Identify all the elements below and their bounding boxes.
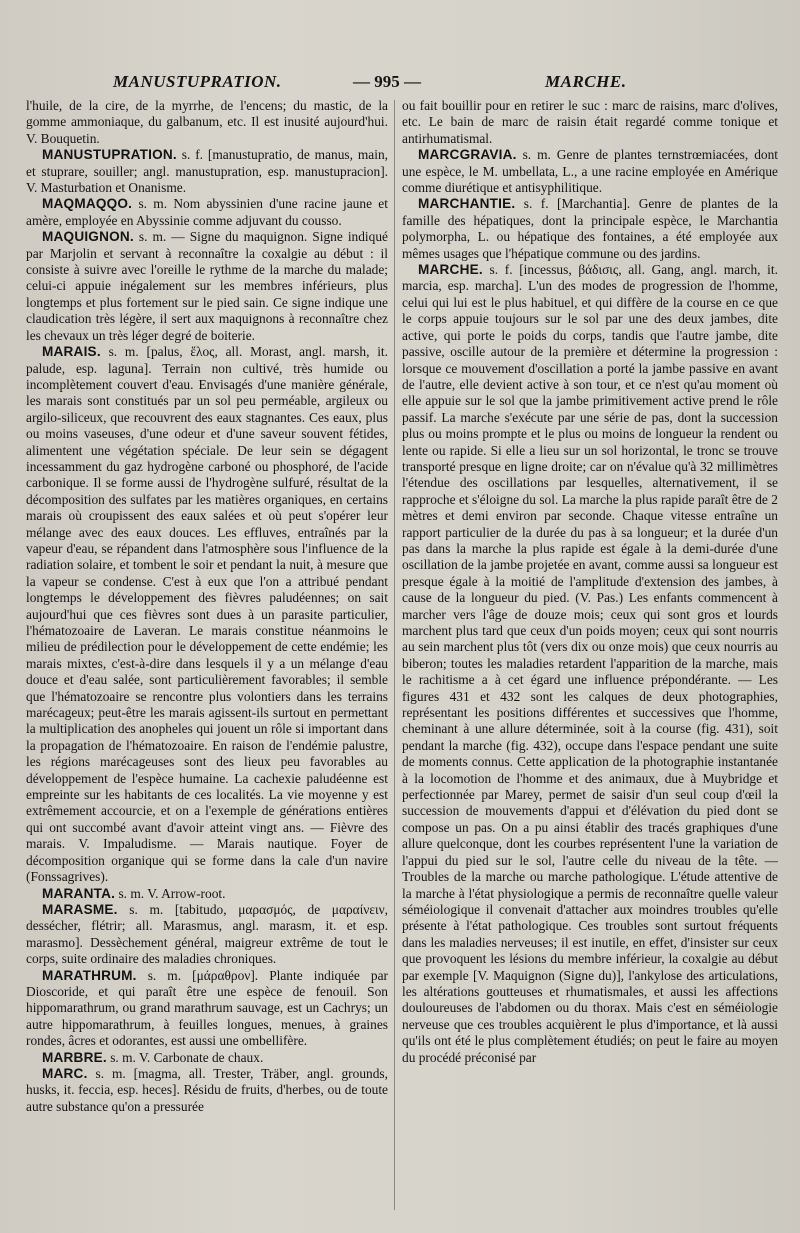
entry (402, 262, 778, 1066)
entry-text: l'huile, de la cire, de la myrrhe, de l'encens; du mastic, de la gomme ammoniaque, du galbanum, etc. Il est inusité aujourd'hui. V. Bouquetin. (26, 98, 388, 146)
entry-text: s. m. V. Arrow-root. (118, 885, 226, 901)
running-head-right: MARCHE. (545, 72, 627, 91)
entry (26, 1066, 388, 1115)
entry-text: s. f. [manustupratio, de manus, main, et stuprare, souiller; angl. manustupration, esp. manustupracion]. V. Masturbation et Onanisme. (26, 147, 388, 196)
entry-text: s. m. [magma, all. Trester, Träber, angl. grounds, husks, it. feccia, esp. heces]. Résidu de fruits, d'herbes, ou de toute autre substance qu'on a pressurée (26, 1065, 388, 1114)
entry-text: s. m. [palus, ἕλος, all. Morast, angl. marsh, it. palude, esp. laguna]. Terrain non cultivé, très humide ou incomplètement couvert d'eau. Envisagés d'une manière générale, les marais sont constitués par un sol peu perméable, argileux ou argilo-siliceux, que recouvrent des eaux stagnantes. Ces eaux, plus ou moins vaseuses, d'une odeur et d'une saveur souvent fétides, alimentent une végétation spéciale. De leur sein se dégagent incessamment du gaz hydrogène carboné ou phosphoré, de l'acide carbonique. Il se forme aussi de l'hydrogène sulfuré, résultat de la décomposition des sulfates par les matières organiques, en certains marais où croupissent des eaux salées et où peut s'opérer leur mélange avec des eaux douces. Les effluves, entraînés par la vapeur d'eau, se répandent dans l'atmosphère sous l'influence de la radiation solaire, et tombent le soir et pendant la nuit, à mesure que la vapeur se condense. C'est à eux que l'on a attribué pendant longtemps le développement des fièvres paludéennes; on sait aujourd'hui que ces fièvres sont dues à un parasite particulier, l'hématozoaire de Laveran. Le marais constitue néanmoins le milieu de prédilection pour le développement de cette endémie; les marais mixtes, c'est-à-dire dans lesquels il y a un mélange d'eau douce et d'eau salée, sont particulièrement favorables; il semble que l'hématozoaire se rencontre plus volontiers dans les terrains marécageux; peut-être les marais agissent-ils surtout en permettant la multiplication des anopheles qui jouent un rôle si important dans la propagation de l'hématozoaire. En raison de l'endémie palustre, les régions marécageuses sont des lieux peu favorables au développement de l'espèce humaine. La cachexie paludéenne est empreinte sur les habitants de ces localités. La vie moyenne y est extrêmement accourcie, et on a l'exemple de générations entières qui ont succombé avant d'avoir atteint vingt ans. — Fièvre des marais. V. Impaludisme. — Marais nautique. Foyer de décomposition organique qui se forme dans la cale d'un navire (Fonssagrives). (26, 344, 388, 885)
entry-text: s. m. — Signe du maquignon. Signe indiqué par Marjolin et servant à reconnaître la coxalgie au début : il consiste à suivre avec l'oreille le rythme de la marche du malade; celui-ci appuie inégalement sur les membres inférieurs, plus longtemps et plus fortement sur le pied sain. Ce signe indique une claudication très légère, il sert aux maquignons à reconnaître chez les chevaux un très léger degré de boiterie. (26, 229, 388, 343)
entry (402, 147, 778, 196)
entry-headword: MARAIS. (42, 344, 101, 360)
entry-text: s. f. [Marchantia]. Genre de plantes de la famille des hépatiques, dont la principale espèce, le Marchantia polymorpha, L. ou hépatique des fontaines, a été employée aux mêmes usages que l'hépatique commune ou des jardins. (402, 196, 778, 261)
entry (402, 196, 778, 262)
entry-text: s. m. [tabitudo, μαρασμός, de μαραίνειν, dessécher, flétrir; all. Marasmus, angl. marasm, it. et esp. marasmo]. Dessèchement général, maigreur extrême de tout le corps, suite ordinaire des maladies chroniques. (26, 901, 388, 967)
right-column (402, 98, 778, 1223)
entry-text: s. m. V. Carbonate de chaux. (110, 1049, 264, 1065)
entry-headword: MARANTA. (42, 885, 116, 901)
entry-text: ou fait bouillir pour en retirer le suc : marc de raisins, marc d'olives, etc. Le bain de marc de raisin était regardé comme tonique et antirhumatismal. (402, 98, 778, 146)
running-head-left: MANUSTUPRATION. (113, 72, 282, 91)
entry-headword: MARASME. (42, 901, 118, 917)
running-head (0, 68, 800, 96)
entry (26, 196, 388, 229)
entry (26, 968, 388, 1050)
entry-headword: MARCHE. (418, 262, 483, 278)
entry-headword: MARCGRAVIA. (418, 147, 517, 163)
entry (26, 229, 388, 344)
entry (26, 886, 388, 902)
entry-headword: MARBRE. (42, 1049, 107, 1065)
entry-headword: MARC. (42, 1065, 88, 1081)
left-column (26, 98, 388, 1223)
page-number: — 995 — (353, 72, 421, 91)
entry-headword: MARCHANTIE. (418, 196, 516, 212)
entry (26, 147, 388, 196)
entry-text: s. m. [μάραθρον]. Plante indiquée par Dioscoride, et qui paraît être une espèce de fenouil. Son hippomarathrum, ou grand marathrum sauvage, est un Cachrys; un autre hippomarathrum, à feuilles longues, menues, à graines rondes, âcres et odorantes, est aussi une ombellifère. (26, 967, 388, 1049)
entry-headword: MARATHRUM. (42, 967, 137, 983)
entry-text: s. m. Nom abyssinien d'une racine jaune et amère, employée en Abyssinie comme adjuvant du cousso. (26, 196, 388, 228)
entry-headword: MANUSTUPRATION. (42, 147, 177, 163)
column-divider (394, 100, 395, 1210)
entry (402, 98, 778, 147)
entry-headword: MAQMAQQO. (42, 196, 133, 212)
entry-text: s. m. Genre de plantes ternstrœmiacées, dont une espèce, le M. umbellata, L., a une racine employée en Amérique comme diurétique et antisyphilitique. (402, 147, 778, 196)
entry-headword: MAQUIGNON. (42, 229, 134, 245)
entry (26, 98, 388, 147)
entry (26, 344, 388, 885)
entry (26, 902, 388, 968)
entry (26, 1050, 388, 1066)
entry-text: s. f. [incessus, βάδισις, all. Gang, angl. march, it. marcia, esp. marcha]. L'un des modes de progression de l'homme, celui qui lui est le plus habituel, et qui diffère de la course en ce que le corps appuie toujours sur le sol par une des deux jambes, dite active, qui porte le poids du corps, tandis que l'autre jambe, dite passive, oscille autour de la première et détermine la progression : lorsque ce mouvement d'oscillation a porté la jambe passive en avant de l'autre, elle devient active à son tour, et ce n'est qu'au moment où elle appuie sur le sol que la jambe primitivement active prend le rôle passif. La marche s'exécute par une série de pas, dont la succession plus ou moins prompte et le plus ou moins de longueur la rendent ou lente ou rapide. Si elle a lieu sur un sol horizontal, le tronc se trouve transporté presque en ligne droite; car on n'évalue qu'à 32 millimètres l'étendue des oscillations par lesquelles, alternativement, il se rapproche et s'éloigne du sol. La marche la plus rapide paraît être de 2 mètres et demi environ par seconde. Chaque vitesse entraîne un rapport particulier de la durée du pas à sa longueur; et la durée d'un pas dans la marche la plus rapide est égale à la demi-durée d'une oscillation de la jambe projetée en avant, comme aussi sa longueur est presque égale à la moitié de l'amplitude d'extension des jambes, à cause de la longueur du pied. (V. Pas.) Les enfants commencent à marcher vers l'âge de douze mois; ceux qui sont gros et lourds marchent plus tard que ceux d'un poids moyen; ceux qui sont nourris au sein marchent plus tôt (vers dix ou onze mois) que ceux nourris au biberon; toutes les maladies retardent l'apparition de la marche, mais le rachitisme a à cet égard une influence prépondérante. — Les figures 431 et 432 sont les calques de deux photographies, représentant les positions différentes et successives que l'homme, cheminant à une allure déterminée, soit à la course (fig. 431), soit pendant la marche (fig. 432), occupe dans l'espace pendant une suite de moments connus. Cette application de la photographie instantanée à la locomotion de l'homme et des animaux, due à Muybridge et perfectionnée par Marey, permet de saisir d'un seul coup d'œil la succession de mouvements d'appui et d'élévation du pied dont se compose un pas. On a pu ainsi établir des tracés graphiques d'une allure quelconque, dont les courbes représentent l'une la variation de l'appui du pied sur le sol, l'autre celle du niveau de la tête. — Troubles de la marche ou marche pathologique. L'étude attentive de la marche à l'état physiologique a permis de reconnaître quelle valeur séméiologique il convenait d'attacher aux moindres troubles qu'elle présente à l'état pathologique. Ces troubles sont surtout fréquents dans les maladies nerveuses; il est inutile, en effet, d'insister sur ceux que provoquent les lésions du membre inférieur, la coxalgie au début par exemple [V. Maquignon (Signe du)], l'ankylose des articulations, les altérations goutteuses et rhumatismales, et aussi les affections douloureuses de l'abdomen ou du thorax. Mais c'est en séméiologie nerveuse que ces troubles acquièrent le plus d'importance, et là aussi qu'ils ont été le plus complètement étudiés; on peut le faire au moyen du procédé préconisé par (402, 262, 778, 1065)
